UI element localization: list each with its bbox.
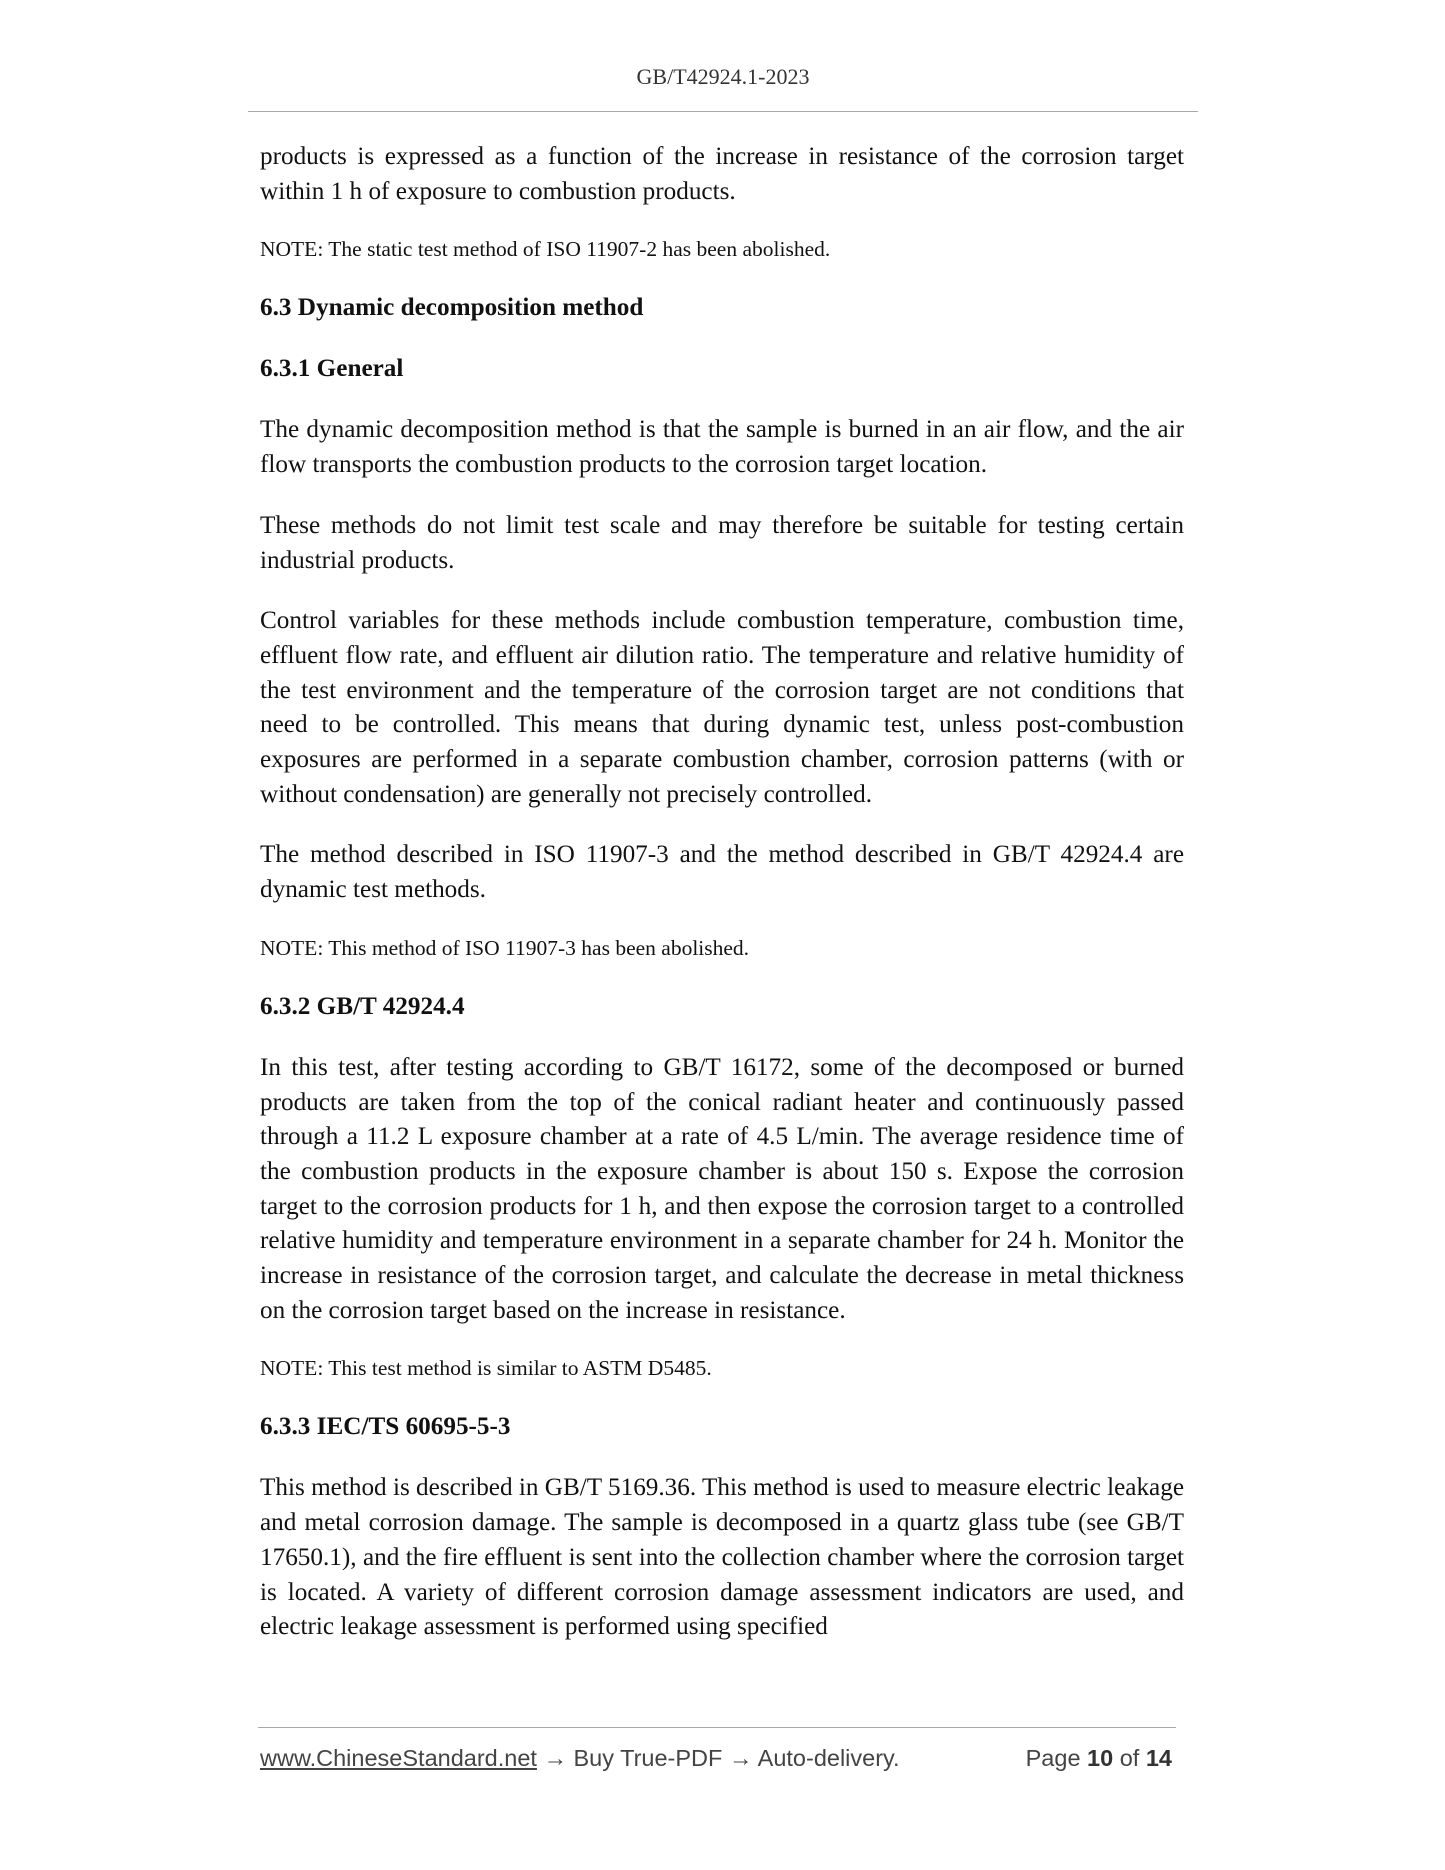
footer-divider (258, 1727, 1176, 1728)
paragraph-general-3: Control variables for these methods include combustion temperature, combustion time, effluent flow rate, and effluent air dilution ratio. The temperature and relative humidity of the test environment and the temperature of the corrosion target are not conditions that need to be controlled. This means that during dynamic test, unless post-combustion exposures are performed in a separate combustion chamber, corrosion patterns (with or without condensation) are generally not precisely controlled. (260, 607, 1184, 808)
paragraph-general-1: The dynamic decomposition method is that the sample is burned in an air flow, and the air flow transports the combustion products to the corrosion target location. (260, 416, 1184, 479)
section-heading-6-3: 6.3 Dynamic decomposition method (260, 294, 644, 322)
paragraph-6-3-2: In this test, after testing according to GB/T 16172, some of the decomposed or burned products are taken from the top of the conical radiant heater and continuously passed through a 11.2 L exposure chamber at a rate of 4.5 L/min. The average residence time of the combustion products in the exposure chamber is about 150 s. Expose the corrosion target to the corrosion products for 1 h, and then expose the corrosion target to a controlled relative humidity and temperature environment in a separate chamber for 24 h. Monitor the increase in resistance of the corrosion target, and calculate the decrease in metal thickness on the corrosion target based on the increase in resistance. (260, 1053, 1184, 1324)
note-static-test: NOTE: The static test method of ISO 11907-2 has been abolished. (260, 237, 831, 262)
note-iso-11907-3: NOTE: This method of ISO 11907-3 has been abolished. (260, 935, 750, 960)
page-label: Page (1025, 1745, 1081, 1771)
page-footer (260, 1745, 1178, 1775)
footer-promo (260, 1745, 900, 1772)
website-link[interactable]: www.ChineseStandard.net (260, 1745, 537, 1771)
page-of-label: of (1119, 1745, 1140, 1771)
section-heading-6-3-3: 6.3.3 IEC/TS 60695-5-3 (260, 1413, 511, 1441)
page-number (1026, 1745, 1172, 1772)
document-body (260, 140, 1184, 1671)
paragraph-intro: products is expressed as a function of the increase in resistance of the corrosion target within 1 h of exposure to combustion products. (260, 143, 1184, 205)
section-heading-6-3-1: 6.3.1 General (260, 355, 404, 383)
section-heading-6-3-2: 6.3.2 GB/T 42924.4 (260, 992, 465, 1020)
paragraph-general-2: These methods do not limit test scale and may therefore be suitable for testing certain industrial products. (260, 511, 1184, 574)
paragraph-general-4: The method described in ISO 11907-3 and the method described in GB/T 42924.4 are dynamic test methods. (260, 841, 1184, 904)
page-current: 10 (1087, 1745, 1114, 1771)
page-total: 14 (1145, 1745, 1172, 1771)
paragraph-6-3-3: This method is described in GB/T 5169.36. This method is used to measure electric leakage and metal corrosion damage. The sample is decomposed in a quartz glass tube (see GB/T 17650.1), and the fire effluent is sent into the collection chamber where the corrosion target is located. A variety of different corrosion damage assessment indicators are used, and electric leakage assessment is performed using specified (260, 1474, 1184, 1641)
note-astm-d5485: NOTE: This test method is similar to ASTM D5485. (260, 1356, 712, 1381)
document-id-header: GB/T42924.1-2023 (636, 64, 810, 89)
footer-promo-text: → Buy True-PDF → Auto-delivery. (536, 1745, 900, 1771)
header-divider (248, 111, 1198, 112)
